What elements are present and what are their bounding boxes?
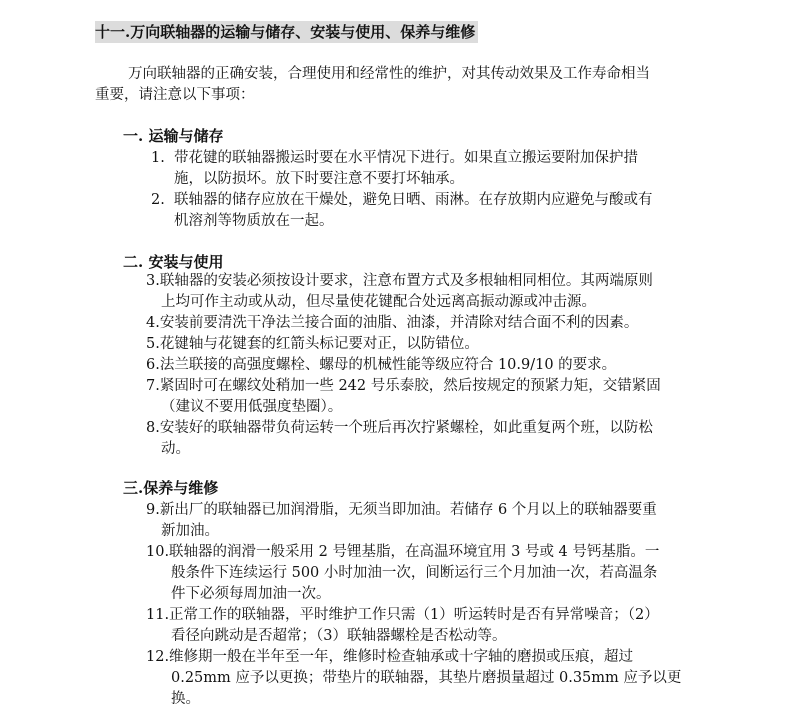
list-item-line: 3.联轴器的安装必须按设计要求，注意布置方式及多根轴相同相位。其两端原则 [146, 273, 653, 289]
list-item-line: 件下必须每周加油一次。 [171, 586, 331, 602]
intro-line-2: 重要，请注意以下事项： [95, 87, 255, 103]
list-item-line: 新加油。 [161, 523, 219, 539]
list-number: 1. [151, 150, 165, 166]
list-item-line: 换。 [171, 691, 200, 707]
list-item-line: 施，以防损坏。放下时要注意不要打坏轴承。 [174, 171, 464, 187]
list-item-line: 8.安装好的联轴器带负荷运转一个班后再次拧紧螺栓，如此重复两个班，以防松 [146, 420, 653, 436]
list-item-line: 10.联轴器的润滑一般采用 2 号锂基脂，在高温环境宜用 3 号或 4 号钙基脂。一 [146, 544, 660, 560]
section-heading-install: 二. 安装与使用 [123, 253, 224, 271]
document-title: 十一.万向联轴器的运输与储存、安装与使用、保养与维修 [95, 21, 478, 43]
list-item-line: 7.紧固时可在螺纹处稍加一些 242 号乐泰胶，然后按规定的预紧力矩，交错紧固 [146, 378, 661, 394]
list-item-line: 5.花键轴与花键套的红箭头标记要对正，以防错位。 [146, 336, 479, 352]
section-heading-transport: 一. 运输与储存 [123, 127, 224, 145]
intro-line-1: 万向联轴器的正确安装，合理使用和经常性的维护，对其传动效果及工作寿命相当 [128, 66, 650, 82]
list-item-line: 12.维修期一般在半年至一年，维修时检查轴承或十字轴的磨损或压痕，超过 [146, 649, 634, 665]
list-item-line: 9.新出厂的联轴器已加润滑脂，无须当即加油。若储存 6 个月以上的联轴器要重 [146, 502, 657, 518]
list-item-line: 11.正常工作的联轴器，平时维护工作只需（1）听运转时是否有异常噪音；（2） [146, 607, 659, 623]
list-number: 2. [151, 192, 165, 208]
list-item-line: 带花键的联轴器搬运时要在水平情况下进行。如果直立搬运要附加保护措 [174, 150, 638, 166]
list-item-line: 0.25mm 应予以更换；带垫片的联轴器，其垫片磨损量超过 0.35mm 应予以更 [171, 670, 682, 686]
list-item-line: 6.法兰联接的高强度螺栓、螺母的机械性能等级应符合 10.9/10 的要求。 [146, 357, 617, 373]
list-item-line: 看径向跳动是否超常；（3）联轴器螺栓是否松动等。 [171, 628, 507, 644]
list-item-line: （建议不要用低强度垫圈）。 [161, 399, 343, 415]
list-item-line: 般条件下连续运行 500 小时加油一次，间断运行三个月加油一次，若高温条 [171, 565, 658, 581]
list-item-line: 机溶剂等物质放在一起。 [174, 213, 334, 229]
list-item-line: 动。 [161, 441, 190, 457]
list-item-line: 上均可作主动或从动，但尽量使花键配合处远离高振动源或冲击源。 [161, 294, 596, 310]
section-heading-maintenance: 三.保养与维修 [123, 479, 219, 497]
list-item-line: 4.安装前要清洗干净法兰接合面的油脂、油漆，并清除对结合面不利的因素。 [146, 315, 639, 331]
list-item-line: 联轴器的储存应放在干燥处，避免日晒、雨淋。在存放期内应避免与酸或有 [174, 192, 653, 208]
